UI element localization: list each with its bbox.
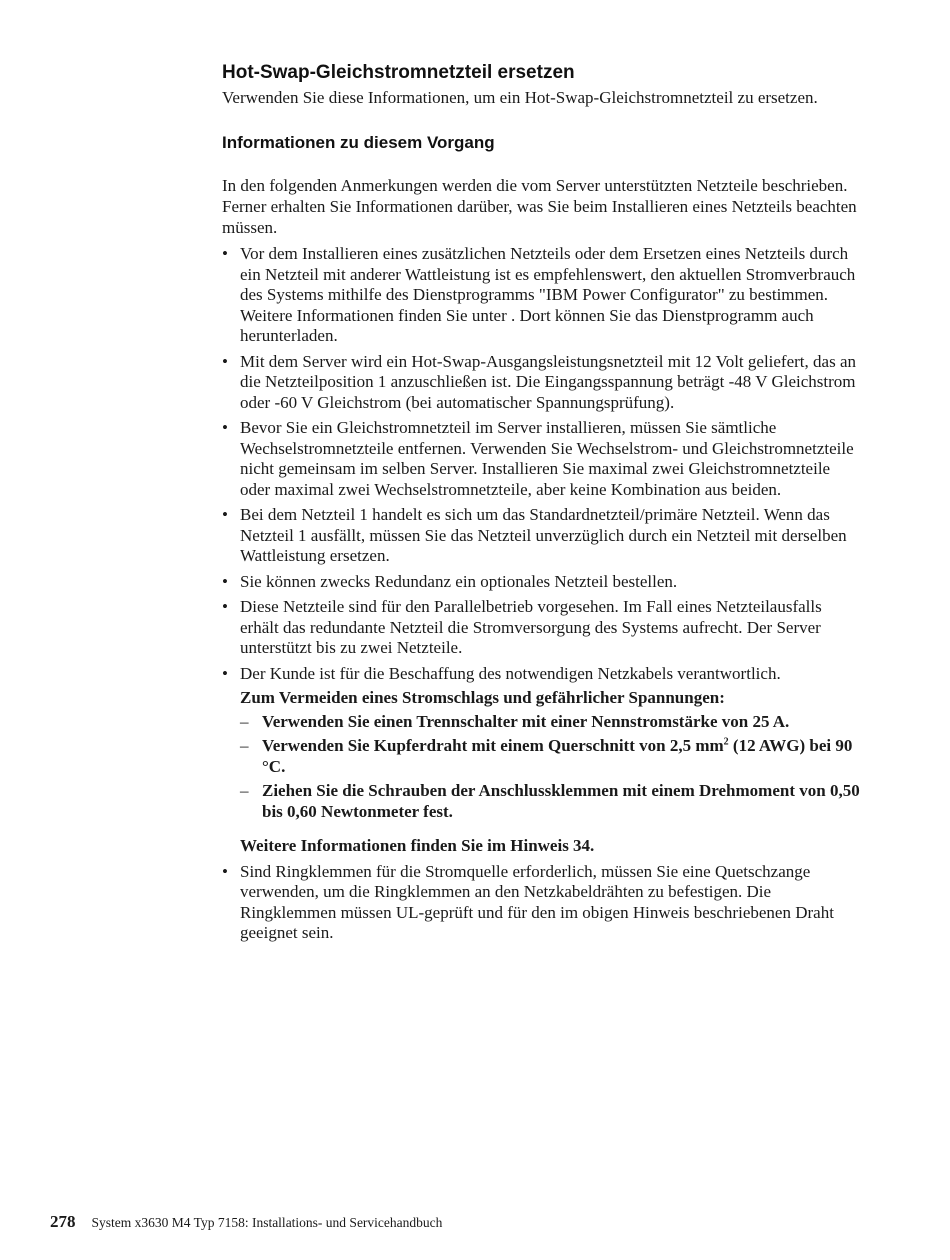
warning-item-text: Verwenden Sie Kupferdraht mit einem Querschnitt von 2,5 mm	[262, 736, 724, 755]
list-item-text: Mit dem Server wird ein Hot-Swap-Ausgangsleistungsnetzteil mit 12 Volt geliefert, das an die Netzteilposition 1 anzuschließen ist. Die Eingangsspannung beträgt -48 V Gleichstrom oder -60 V Gleichstrom (bei automatischer Spannungsprüfung).	[240, 351, 856, 412]
warning-heading: Zum Vermeiden eines Stromschlags und gefährlicher Spannungen:	[240, 688, 725, 707]
dash-icon: –	[240, 781, 249, 800]
footer-title: System x3630 M4 Typ 7158: Installations- und Servicehandbuch	[91, 1215, 443, 1230]
warning-item	[240, 781, 862, 822]
list-item	[222, 352, 862, 414]
section-paragraph: In den folgenden Anmerkungen werden die vom Server unterstützten Netzteile beschrieben. Ferner erhalten Sie Informationen darüber, was Sie beim Installieren eines Netzteils beachten müssen.	[222, 176, 857, 237]
list-item-text: Sind Ringklemmen für die Stromquelle erforderlich, müssen Sie eine Quetschzange verwenden, um die Ringklemmen an den Netzkabeldrähten zu befestigen. Die Ringklemmen müssen UL-geprüft und für den im obigen Hinweis beschriebenen Draht geeignet sein.	[240, 861, 834, 942]
warning-item	[240, 712, 862, 733]
list-item	[222, 418, 862, 500]
list-item-text: Bevor Sie ein Gleichstromnetzteil im Server installieren, müssen Sie sämtliche Wechselstromnetzteile entfernen. Verwenden Sie Wechselstrom- und Gleichstromnetzteile nicht gemeinsam im selben Server. Installieren Sie maximal zwei Gleichstromnetzteile oder maximal zwei Wechselstromnetzteile, aber keine Kombination aus beiden.	[240, 418, 854, 499]
list-item	[222, 572, 862, 593]
notes-list	[222, 244, 862, 944]
dash-icon: –	[240, 736, 249, 755]
intro-text: Verwenden Sie diese Informationen, um ein Hot-Swap-Gleichstromnetzteil zu ersetzen.	[222, 88, 818, 107]
list-item-text: Sie können zwecks Redundanz ein optionales Netzteil bestellen.	[240, 571, 678, 591]
dash-icon: –	[240, 711, 249, 731]
warning-list	[240, 712, 862, 823]
bullet-icon: •	[222, 597, 228, 616]
list-item	[222, 244, 862, 347]
list-item-text: Bei dem Netzteil 1 handelt es sich um das Standardnetzteil/primäre Netzteil. Wenn das Netzteil 1 ausfällt, müssen Sie das Netzteil unverzüglich durch ein Netzteil mit derselben Wattleistung ersetzen.	[240, 505, 847, 565]
warning-footnote: Weitere Informationen finden Sie im Hinweis 34.	[240, 836, 595, 855]
bullet-icon: •	[222, 244, 228, 263]
bullet-icon: •	[222, 663, 228, 683]
bullet-icon: •	[222, 571, 228, 591]
section-heading: Informationen zu diesem Vorgang	[222, 133, 495, 152]
warning-item-text: Verwenden Sie einen Trennschalter mit einer Nennstromstärke von 25 A.	[262, 711, 790, 731]
bullet-icon: •	[222, 418, 228, 437]
list-item	[222, 597, 862, 659]
bullet-icon: •	[222, 861, 228, 881]
bullet-icon: •	[222, 351, 228, 371]
list-item-text: Vor dem Installieren eines zusätzlichen Netzteils oder dem Ersetzen eines Netzteils durch ein Netzteil mit anderer Wattleistung ist es empfehlenswert, den aktuellen Stromverbrauch des Systems mithilfe des Dienstprogramms "IBM Power Configurator" zu bestimmen. Weitere Informationen finden Sie unter . Dort können Sie das Dienstprogramm auch herunterladen.	[240, 244, 856, 345]
list-item-text: Diese Netzteile sind für den Parallelbetrieb vorgesehen. Im Fall eines Netzteilausfalls erhält das redundante Netzteil die Stromversorgung des Systems aufrecht. Der Server unterstützt bis zu zwei Netzteile.	[240, 597, 822, 657]
page-content	[222, 62, 862, 949]
list-item-text: Der Kunde ist für die Beschaffung des notwendigen Netzkabels verantwortlich.	[240, 663, 781, 683]
list-item	[222, 862, 862, 944]
list-item	[222, 505, 862, 567]
warning-item	[240, 736, 862, 777]
warning-item-text: Ziehen Sie die Schrauben der Anschlussklemmen mit einem Drehmoment von 0,50 bis 0,60 Newtonmeter fest.	[262, 781, 860, 821]
page-number: 278	[50, 1212, 76, 1231]
page-footer	[50, 1212, 442, 1232]
superscript: 2	[723, 736, 729, 748]
warning-item-text-end: (12 AWG) bei 90 °C.	[262, 736, 853, 776]
page-title: Hot-Swap-Gleichstromnetzteil ersetzen	[222, 62, 575, 83]
bullet-icon: •	[222, 505, 228, 524]
list-item	[222, 664, 862, 857]
